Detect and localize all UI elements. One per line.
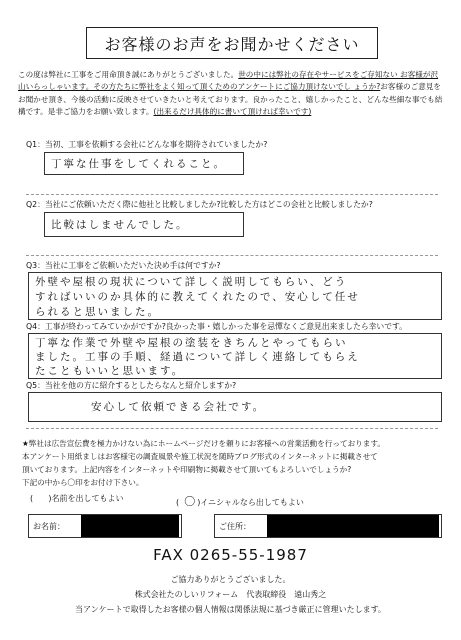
selected-circle-mark: 〇 [184, 495, 198, 508]
intro-part2: 世の中には弊社の存在やサービスをご存知ない お客様が沢山いらっしゃいます。その方たちに弊社をよく知って頂くためのアンケートにご協力頂けないでし ょうか? [18, 70, 439, 92]
answer-5-line-1: 安心して依頼できる会社です。 [91, 401, 266, 413]
answer-3-line-2: すればいいのか具体的に教えてくれたので、安心して任せ [35, 291, 360, 303]
option-initial-ok[interactable] [176, 493, 304, 509]
section-divider [26, 428, 438, 429]
name-field-label: お名前： [33, 522, 65, 531]
intro-paragraph [18, 69, 444, 119]
address-field[interactable] [214, 514, 442, 538]
section-divider [26, 255, 438, 256]
notice-line-1: ★弊社は広告宣伝費を極力かけない為にホームページだけを頼りにお客様への営業活動を行っております。 [22, 439, 385, 448]
answer-3-box[interactable] [28, 272, 442, 320]
fax-number: FAX 0265-55-1987 [153, 546, 308, 564]
publication-notice [22, 437, 442, 489]
answer-3-line-3: られると思いました。 [35, 306, 160, 318]
option-name-label: 名前を出してもよい [51, 494, 124, 503]
option-name-paren: ( ) [30, 494, 52, 503]
answer-1-line-1: 丁寧な仕事をしてくれること。 [51, 158, 226, 170]
title-box [86, 27, 378, 59]
question-5-label: Q5：当社を他の方に紹介するとしたらなんと紹介しますか? [26, 381, 237, 390]
option-initial-paren-open: ( [176, 498, 185, 507]
closing-thanks: ご協力ありがとうございました。 [170, 575, 291, 584]
intro-part1: この度は弊社に工事をご用命頂き誠にありがとうございました。 [18, 70, 239, 79]
page-title: お客様のお声をお聞かせください [104, 34, 360, 54]
closing-privacy: 当アンケートで取得したお客様の個人情報は関係法規に基づき厳正に管理いたします。 [75, 605, 386, 614]
answer-5-box[interactable] [28, 392, 442, 422]
closing-company: 株式会社たのしいリフォーム 代表取締役 遠山秀之 [134, 590, 327, 599]
option-initial-label: イニシャルなら出してもよい [200, 498, 304, 507]
section-divider [26, 194, 438, 195]
question-3-label: Q3：当社に工事をご依頼いただいた決め手は何ですか? [26, 261, 221, 270]
address-field-label: ご住所： [219, 522, 251, 531]
address-redaction [267, 515, 439, 537]
answer-4-line-2: ました。工事の手順、経過について詳しく連絡してもらえ [35, 351, 360, 363]
option-name-ok[interactable] [30, 493, 124, 504]
notice-line-4: 下記の中から〇印をお付け下さい。 [22, 478, 144, 487]
answer-4-line-3: たこともいいと思います。 [35, 365, 185, 377]
name-redaction [81, 515, 179, 537]
answer-4-box[interactable] [28, 333, 442, 379]
intro-part4: (出来るだけ具体的に書いて頂ければ幸いです) [153, 107, 312, 117]
answer-2-box[interactable] [44, 212, 244, 237]
answer-4-line-1: 丁寧な作業で外壁や屋根の塗装をきちんとやってもらい [35, 337, 348, 349]
question-4-label: Q4：工事が終わってみていかがですか?良かった事・嬉しかった事を忌憚なくご意見出来ましたら幸いです。 [26, 322, 407, 331]
intro-part3: お客様のご意見をお聞かせ頂き、今後の活動に反映させていきたいと考えております。良かったこと、嬉しかったこと、どんな些細な事でも結構です。是非ご協力をお願い致します。 [18, 82, 443, 117]
name-field[interactable] [28, 514, 182, 538]
answer-2-line-1: 比較はしませんでした。 [51, 219, 189, 231]
question-1-label: Q1：当初、工事を依頼する会社にどんな事を期待されていましたか? [26, 140, 268, 149]
notice-line-2: 本アンケート用紙ましはお客様宅の調査風景や施工状況を随時ブログ形式のインターネットに掲載させて [22, 452, 378, 461]
answer-3-line-1: 外壁や屋根の現状について詳しく説明してもらい、どう [35, 276, 348, 288]
option-initial-paren-close: ) [197, 498, 201, 507]
answer-1-box[interactable] [44, 152, 244, 175]
question-2-label: Q2：当社にご依頼いただく際に他社と比較しましたか?比較した方はどこの会社と比較しましたか? [26, 200, 373, 209]
notice-line-3: 頂いております。上記内容をインターネットや印刷物に掲載させて頂いてもよろしいでしょうか? [22, 465, 352, 474]
